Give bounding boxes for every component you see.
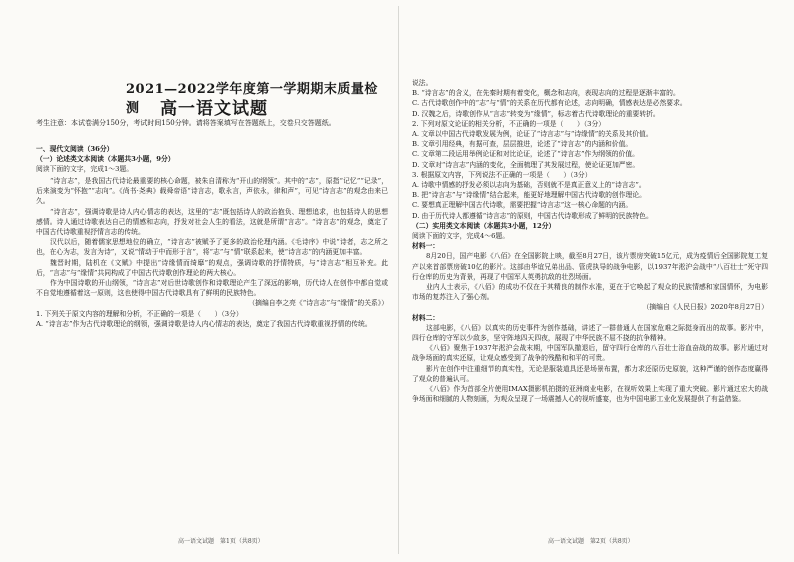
question-3-option-c: C. 要想真正理解中国古代诗歌，需要把握“诗言志”这一核心命题的内涵。 [412, 201, 633, 210]
question-1-option-a: A. “诗言志”作为古代诗歌理论的纲领，强调诗歌是诗人内心情志的表达，奠定了我国古代诗歌重视抒情的传统。 [36, 319, 372, 328]
question-3: 3. 根据原文内容，下列说法不正确的一项是（ ）（3分） [412, 170, 592, 179]
section-two-instruction: 阅读下面的文字，完成4～6题。 [412, 232, 510, 241]
question-3-option-b: B. 把“诗言志”与“诗缘情”结合起来，能更好地理解中国古代诗歌的创作理论。 [412, 191, 646, 200]
right-page [408, 0, 770, 562]
material-two-paragraph: 影片在创作中注重细节的真实性，无论是服装道具还是场景布置，都力求还原历史原貌，这种严谨的创作态度赢得了观众的普遍认可。 [412, 364, 768, 383]
right-footer-text: 高一语文试题 第2页（共8页） [548, 538, 634, 545]
subject-title: 高一语文试题 [160, 99, 268, 119]
section-two-title: （二）实用类文本阅读（本题共3小题，12分） [412, 221, 556, 230]
material-one-paragraph: 8月20日，国产电影《八佰》在全国影院上映，截至8月27日，该片票房突破15亿元，成为疫情后全国影院复工复产以来首部票房破10亿的影片。这部由华谊兄弟出品、管虎执导的战争电影，以1937年淞沪会战中“八百壮士”死守四行仓库的历史为背景，再现了中国军人英勇抗敌的壮烈场面。 [412, 252, 768, 281]
right-content [412, 78, 768, 405]
question-3-option-d: D. 由于历代诗人都遵循“诗言志”的原则，中国古代诗歌形成了鲜明的民族特色。 [412, 211, 653, 220]
continued-text: 说法。 [412, 79, 433, 87]
question-2-option-d: D. 文章对“诗言志”内涵的变化，全面梳理了其发展过程，使论证更加严密。 [412, 160, 640, 169]
material-two-paragraph: 这部电影，《八佰》以真实的历史事件为创作基础，讲述了一群普通人在国家危难之际挺身而出的故事。影片中，四行仓库的守军以少敌多，坚守阵地四天四夜，展现了中华民族不屈不挠的抗争精神。 [412, 323, 768, 343]
question-2: 2. 下列对原文论证的相关分析，不正确的一项是（ ）（3分） [412, 119, 606, 128]
right-footer [548, 536, 634, 545]
left-footer-text: 高一语文试题 第1页（共8页） [178, 538, 264, 545]
material-two-title: 材料二： [412, 313, 440, 322]
material-one-source: （摘编自《人民日报》2020年8月27日） [642, 303, 768, 312]
section-one-subtitle: （一）论述类文本阅读（本题共3小题，9分） [36, 155, 175, 164]
question-2-option-b: B. 文章引用经典，有据可查，层层推进，论述了“诗言志”的内涵和价值。 [412, 140, 633, 149]
question-3-option-a: A. 诗歌中情感的抒发必须以志向为基础，否则就不是真正意义上的“诗言志”。 [412, 181, 646, 190]
passage-paragraph: 魏晋时期，陆机在《文赋》中提出“诗缘情而绮靡”的观点，强调诗歌的抒情特质，与“诗言志”相互补充。此后，“言志”与“缘情”共同构成了中国古代诗歌创作理论的两大核心。 [36, 258, 388, 277]
section-one-header [36, 144, 388, 175]
material-one-paragraph: 业内人士表示，《八佰》的成功不仅在于其精良的制作水准，更在于它唤起了观众的民族情感和家国情怀，为电影市场的复苏注入了强心剂。 [412, 283, 768, 302]
material-two-paragraph: 《八佰》聚焦于1937年淞沪会战末期，中国军队撤退后，留守四行仓库的八百壮士浴血奋战的故事。影片通过对战争场面的真实还原，让观众感受到了战争的残酷和和平的可贵。 [412, 344, 768, 363]
page-divider [398, 6, 399, 554]
exam-note: 考生注意：本试卷满分150分，考试时间150分钟。请将答案填写在答题纸上，交卷只交答题纸。 [36, 119, 336, 127]
reading-instruction: 阅读下面的文字，完成1～3题。 [36, 165, 134, 174]
question-1-option-b: B. “诗言志”的含义，在先秦时期有着变化，概念和志向，表现志向的过程是逐渐丰富的。 [412, 89, 680, 98]
question-2-option-c: C. 文章第二段运用举例论证和对比论证，论述了“诗言志”作为纲领的价值。 [412, 150, 639, 159]
passage-paragraph: 汉代以后，随着儒家思想地位的确立，“诗言志”被赋予了更多的政治伦理内涵。《毛诗序》中说“诗者，志之所之也，在心为志，发言为诗”，又说“情动于中而形于言”，将“志”与“情”联系起来，使“诗言志”的内涵更加丰富。 [36, 238, 388, 257]
passage-paragraph: “诗言志”，是我国古代诗论最重要的核心命题，被朱自清称为“开山的纲领”。其中的“志”，原指“记忆”“记录”，后来演变为“怀抱”“志向”。《尚书·尧典》载舜帝语“诗言志，歌永言，声依永，律和声”，可见“诗言志”的观念由来已久。 [36, 177, 388, 206]
passage-paragraph: 作为中国诗歌的开山纲领，“诗言志”对后世诗歌创作和诗歌理论产生了深远的影响，历代诗人在创作中都自觉或不自觉地遵循着这一原则，这也使得中国古代诗歌具有了鲜明的民族特色。 [36, 279, 388, 298]
material-two-paragraph: 《八佰》作为首部全片使用IMAX摄影机拍摄的亚洲商业电影，在视听效果上实现了重大突破。影片通过宏大的战争场面和细腻的人物刻画，为观众呈现了一场震撼人心的视听盛宴，也为中国电影工业化发展提供了有益借鉴。 [412, 385, 768, 404]
question-1: 1. 下列关于原文内容的理解和分析，不正确的一项是（ ）（3分） [36, 309, 243, 318]
exam-title: 2021—2022学年度第一学期期末质量检测 [126, 82, 378, 116]
left-footer [178, 536, 264, 545]
material-one-title: 材料一： [412, 242, 440, 251]
reading-passage [36, 176, 388, 329]
passage-source: （摘编自李之亮《“诗言志”与“缘情”的关系》） [248, 299, 388, 308]
section-one-title: 一、现代文阅读（36分） [36, 145, 114, 153]
question-1-option-c: C. 古代诗歌创作中的“志”与“情”的关系在历代都有论述，志向明确，情感表达是必然要求。 [412, 99, 687, 108]
passage-paragraph: “诗言志”，强调诗歌是诗人内心情志的表达，这里的“志”既包括诗人的政治抱负、理想追求，也包括诗人的思想感情。诗人通过诗歌表达自己的情感和志向，抒发对社会人生的看法，这就是所谓“言志”。“诗言志”的观念，奠定了中国古代诗歌重视抒情言志的传统。 [36, 207, 388, 237]
left-page [28, 0, 390, 562]
question-2-option-a: A. 文章以中国古代诗歌发展为例，论证了“诗言志”与“诗缘情”的关系及其价值。 [412, 130, 653, 139]
question-1-option-d: D. 汉魏之后，诗歌创作从“言志”转变为“缘情”，标志着古代诗歌理论的重要转折。 [412, 109, 660, 118]
